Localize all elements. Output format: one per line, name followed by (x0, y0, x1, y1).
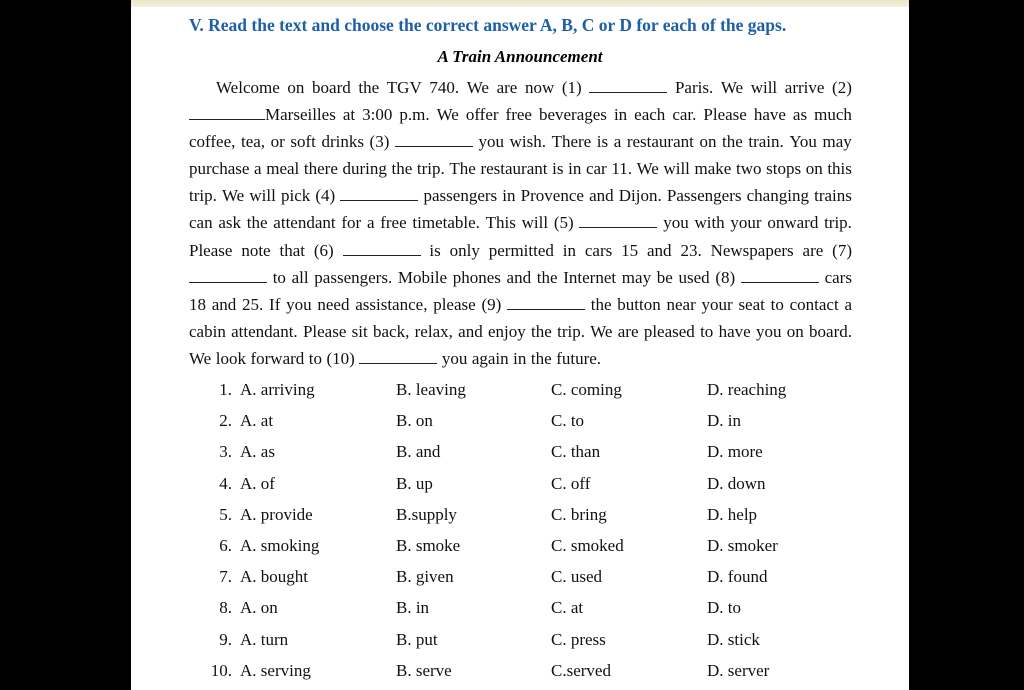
passage-word: We (222, 186, 245, 206)
passage-word: Provence (520, 186, 584, 206)
question-number: 4. (219, 473, 232, 493)
option-a[interactable]: A. at (240, 411, 274, 431)
passage-word: future. (556, 348, 602, 368)
question-row (131, 592, 909, 623)
question-number: 5. (219, 504, 232, 524)
option-a[interactable]: A. of (240, 473, 275, 493)
passage-line (189, 182, 852, 209)
passage-word: the (391, 159, 413, 179)
passage-word: purchase (189, 159, 250, 179)
option-a[interactable]: A. turn (240, 629, 289, 649)
passage-line (189, 318, 852, 345)
passage-word: a (844, 294, 852, 314)
passage-word: this (827, 159, 852, 179)
passage-word: 740. (429, 78, 460, 97)
passage-word: board (312, 78, 351, 97)
right-border (909, 0, 1024, 690)
passage-word: Internet (563, 267, 617, 287)
passage-word: seat (738, 294, 765, 314)
option-c[interactable]: C. than (551, 442, 601, 462)
passage-word: used (678, 267, 710, 287)
passage-word: in (562, 240, 577, 260)
left-border (0, 0, 131, 690)
passage-word: to (700, 321, 714, 341)
question-number: 3. (219, 442, 232, 462)
exercise-heading: V. Read the text and choose the correct answer A, B, C or D for each of the gaps. (189, 15, 787, 35)
passage-word: tea, (240, 132, 266, 152)
passage-word: free (380, 213, 407, 233)
passage-word: two (735, 159, 762, 179)
question-row (131, 374, 909, 405)
passage-word: train. (748, 132, 784, 152)
passage-word: and (647, 240, 672, 260)
passage-line (189, 155, 852, 182)
passage-word: is (596, 132, 609, 152)
passage-word: each (634, 105, 666, 125)
passage-word: you (663, 213, 689, 233)
answer-blank (589, 74, 667, 101)
blank-line (395, 130, 473, 147)
passage-word: onward (767, 213, 819, 233)
option-d[interactable]: D. more (707, 442, 763, 462)
passage-word: enjoy (487, 321, 526, 341)
passage-word: is (429, 240, 441, 260)
passage-word: in (502, 186, 516, 206)
passage-word: contact (789, 294, 839, 314)
passage-word: to (770, 294, 784, 314)
passage-word: on (786, 321, 804, 341)
passage-word: and (506, 267, 532, 287)
passage-word: that (279, 240, 305, 260)
question-number: 7. (219, 567, 232, 587)
passage-word: (10) (326, 348, 355, 368)
option-c[interactable]: C. used (551, 567, 602, 587)
passage-word: The (449, 159, 476, 179)
passage-word: (6) (313, 240, 334, 260)
question-row (131, 561, 909, 592)
question-number: 1. (219, 380, 232, 399)
passage-word: (3) (369, 132, 390, 152)
passage-word: cabin (189, 321, 226, 341)
blank-line (340, 184, 418, 201)
option-d[interactable]: D. to (707, 598, 741, 618)
passage-word: will (663, 159, 690, 179)
passage-word: back, (373, 321, 410, 341)
passage-word: may (822, 132, 852, 152)
passage-word: We (436, 105, 459, 125)
passage-word: Mobile (397, 267, 447, 287)
passage-word: restaurant (480, 159, 548, 179)
passage-word: in (613, 105, 628, 125)
passage-word: Dijon. (618, 186, 662, 206)
passage-word: much (814, 105, 852, 125)
passage-word: permitted (488, 240, 554, 260)
passage-word: during (342, 159, 387, 179)
passage-word: will (521, 213, 549, 233)
option-d[interactable]: D. found (707, 567, 768, 587)
passage-word: Passengers (666, 186, 742, 206)
passage-word: make (694, 159, 732, 179)
passage-word: you (441, 348, 468, 368)
passage-line (189, 101, 852, 128)
passage-word: car. (672, 105, 697, 125)
passage-word: free (505, 105, 532, 125)
option-b[interactable]: B.supply (396, 504, 457, 524)
question-row (131, 530, 909, 561)
option-a[interactable]: A. arriving (240, 380, 315, 399)
passage-word: you (286, 294, 312, 314)
worksheet-page (131, 0, 909, 690)
passage-line (189, 237, 852, 264)
passage-word: the (536, 267, 558, 287)
blank-line (359, 347, 437, 364)
passage-word: This (485, 213, 516, 233)
option-c[interactable]: C. to (551, 411, 585, 431)
option-a[interactable]: A. bought (240, 567, 308, 587)
passage-word: note (241, 240, 271, 260)
passage-word: trip. (557, 321, 585, 341)
blank-line (741, 266, 819, 283)
passage-word: pleased (643, 321, 695, 341)
passage-word: changing (746, 186, 809, 206)
passage-word: (1) (561, 78, 582, 97)
passage-word: near (666, 294, 696, 314)
passage-line (189, 128, 852, 155)
option-b[interactable]: B. serve (396, 660, 452, 680)
option-d[interactable]: D. in (707, 411, 741, 431)
option-b[interactable]: B. up (396, 473, 433, 493)
question-row (131, 499, 909, 530)
option-c[interactable]: C. bring (551, 504, 607, 524)
passage-word: (2) (832, 78, 852, 97)
answer-blank (741, 264, 819, 291)
passage-word: Please (703, 105, 747, 125)
passage-word: all (291, 267, 309, 287)
blank-line (189, 266, 267, 283)
passage-word: There (551, 132, 592, 152)
option-b[interactable]: B. on (396, 411, 433, 431)
passage-word: the (590, 294, 612, 314)
passage-word: drinks (321, 132, 364, 152)
passage-word: meal (266, 159, 300, 179)
passage-word: 25. (242, 294, 264, 314)
passage-word: the (531, 321, 552, 341)
option-a[interactable]: A. as (240, 442, 275, 462)
passage-word: 15 (621, 240, 639, 260)
passage-word: beverages (538, 105, 607, 125)
option-c[interactable]: C.served (551, 660, 611, 680)
passage-word: assistance, (355, 294, 428, 314)
passage-word: 18 (189, 294, 206, 314)
passage-word: (4) (315, 186, 336, 206)
passage-line (189, 345, 852, 372)
blank-line (189, 103, 265, 120)
passage-word: on (699, 132, 717, 152)
option-a[interactable]: A. on (240, 598, 278, 618)
passage-word: and (211, 294, 237, 314)
option-d[interactable]: D. smoker (707, 535, 778, 555)
passage-word: and (458, 321, 483, 341)
option-a[interactable]: A. smoking (240, 535, 320, 555)
passage-word: on (805, 159, 823, 179)
passage-word: (5) (553, 213, 574, 233)
passage-word: 11. (611, 159, 632, 179)
option-c[interactable]: C. smoked (551, 535, 624, 555)
passage-word: are (802, 240, 824, 260)
passage-word: (8) (715, 267, 736, 287)
passage-word: you (478, 132, 505, 152)
answer-blank: Marseilles (189, 101, 336, 128)
passage-word: cars (584, 240, 613, 260)
passage-line (189, 74, 852, 101)
passage-word: Please (189, 240, 233, 260)
page-top-band (131, 0, 909, 7)
passage-title: A Train Announcement (437, 47, 603, 66)
passage-word: TGV (386, 78, 422, 97)
passage-word: Please (302, 321, 347, 341)
blank-line (589, 76, 667, 93)
question-row (131, 405, 909, 436)
option-d[interactable]: D. down (707, 473, 766, 493)
passage-word: can (189, 213, 213, 233)
option-b[interactable]: B. in (396, 598, 430, 618)
passage-word: a (254, 159, 262, 179)
passage-word: with (694, 213, 725, 233)
option-d[interactable]: D. help (707, 504, 758, 524)
blank-line (579, 211, 657, 228)
passage-word: 23. (680, 240, 702, 260)
answer-blank (395, 128, 473, 155)
passage-word: at (342, 105, 356, 125)
passage-word: car (585, 159, 607, 179)
passage-word: button (617, 294, 661, 314)
passage-word: again (471, 348, 509, 368)
passage-word: only (449, 240, 480, 260)
passage-word: We (466, 78, 489, 97)
passage-word: (9) (481, 294, 502, 314)
passage-word: a (366, 213, 375, 233)
option-b[interactable]: B. given (396, 567, 454, 587)
question-row (131, 624, 909, 655)
passage-word: cars (824, 267, 852, 287)
passage-word: trip. (824, 213, 852, 233)
passage-word: If (269, 294, 281, 314)
question-row (131, 655, 909, 686)
passage-word: We (720, 78, 744, 97)
passage-word: and (589, 186, 614, 206)
passage-word: passengers. (314, 267, 393, 287)
passage-word: arrive (784, 78, 825, 97)
blank-line (343, 239, 421, 256)
option-a[interactable]: A. serving (240, 660, 311, 680)
passage-word: board. (809, 321, 852, 341)
question-number: 10. (210, 660, 232, 680)
passage-text (189, 74, 852, 372)
blank-line (507, 293, 585, 310)
passage-word: are (496, 78, 518, 97)
passage-word: trip. (416, 159, 445, 179)
passage-word: Newspapers (710, 240, 794, 260)
passage-word: attendant (273, 213, 336, 233)
question-number: 2. (219, 411, 232, 431)
passage-word: have (718, 321, 751, 341)
passage-word: look (215, 348, 246, 368)
passage-word: to (308, 348, 323, 368)
passage-word: the (358, 78, 380, 97)
passage-line (189, 291, 852, 318)
passage-word: be (656, 267, 673, 287)
option-b[interactable]: B. smoke (396, 535, 461, 555)
passage-word: We (590, 321, 613, 341)
passage-line (189, 264, 852, 291)
passage-word: Welcome (216, 78, 280, 97)
passage-word: Paris. (674, 78, 714, 97)
option-b[interactable]: B. put (396, 629, 438, 649)
passage-word: timetable. (412, 213, 480, 233)
passage-word: passengers (423, 186, 498, 206)
answer-blank (359, 345, 437, 372)
passage-word: may (621, 267, 652, 287)
passage-word: wish. (509, 132, 546, 152)
passage-word: stops (766, 159, 802, 179)
passage-word: the (246, 213, 268, 233)
passage-word: need (317, 294, 350, 314)
answer-blank (507, 291, 585, 318)
passage-word: on (287, 78, 305, 97)
passage-word: to (272, 267, 286, 287)
answer-blank (340, 182, 418, 209)
passage-word: for (341, 213, 362, 233)
question-number: 9. (219, 629, 232, 649)
passage-word: You (789, 132, 817, 152)
passage-word: please (433, 294, 476, 314)
passage-word: are (617, 321, 639, 341)
answer-options (131, 374, 909, 686)
passage-word: p.m. (399, 105, 430, 125)
passage-word: your (701, 294, 733, 314)
passage-word: We (189, 348, 212, 368)
question-number: 6. (219, 535, 232, 555)
passage-word: offer (465, 105, 499, 125)
passage-word: will (750, 78, 778, 97)
question-row (131, 468, 909, 499)
passage-word: 3:00 (362, 105, 393, 125)
option-c[interactable]: C. press (551, 629, 606, 649)
option-d[interactable]: D. stick (707, 629, 760, 649)
passage-word: sit (351, 321, 368, 341)
option-d[interactable]: D. reaching (707, 380, 787, 399)
passage-word: relax, (414, 321, 453, 341)
passage-word: in (568, 159, 582, 179)
passage-word: We (636, 159, 659, 179)
passage-word: your (730, 213, 762, 233)
passage-word: now (524, 78, 555, 97)
option-b[interactable]: B. leaving (396, 380, 466, 399)
answer-blank (579, 209, 657, 236)
passage-word: the (530, 348, 552, 368)
passage-word: attendant. (231, 321, 298, 341)
passage-word: or (270, 132, 285, 152)
passage-line (189, 209, 852, 236)
option-c[interactable]: C. coming (551, 380, 622, 399)
passage-word: is (552, 159, 564, 179)
passage-word: as (792, 105, 808, 125)
option-a[interactable]: A. provide (240, 504, 313, 524)
passage-word: in (513, 348, 527, 368)
passage-word: (7) (832, 240, 852, 260)
passage-word: restaurant (626, 132, 694, 152)
option-c[interactable]: C. at (551, 598, 584, 618)
answer-blank (343, 237, 421, 264)
passage-word: trains (814, 186, 852, 206)
passage-word: coffee, (189, 132, 236, 152)
passage-word: a (613, 132, 622, 152)
passage-word: pick (280, 186, 311, 206)
option-d[interactable]: D. server (707, 660, 770, 680)
passage-word: trip. (189, 186, 217, 206)
passage-word: soft (290, 132, 316, 152)
passage-word: phones (452, 267, 501, 287)
option-c[interactable]: C. off (551, 473, 591, 493)
option-b[interactable]: B. and (396, 442, 441, 462)
passage-word: the (722, 132, 743, 152)
passage-word: will (249, 186, 276, 206)
answer-blank (189, 264, 267, 291)
question-row (131, 436, 909, 467)
passage-word: have (753, 105, 786, 125)
passage-word: there (303, 159, 338, 179)
passage-word: forward (250, 348, 305, 368)
question-number: 8. (219, 598, 232, 618)
passage-word: ask (218, 213, 242, 233)
passage-word: you (755, 321, 782, 341)
